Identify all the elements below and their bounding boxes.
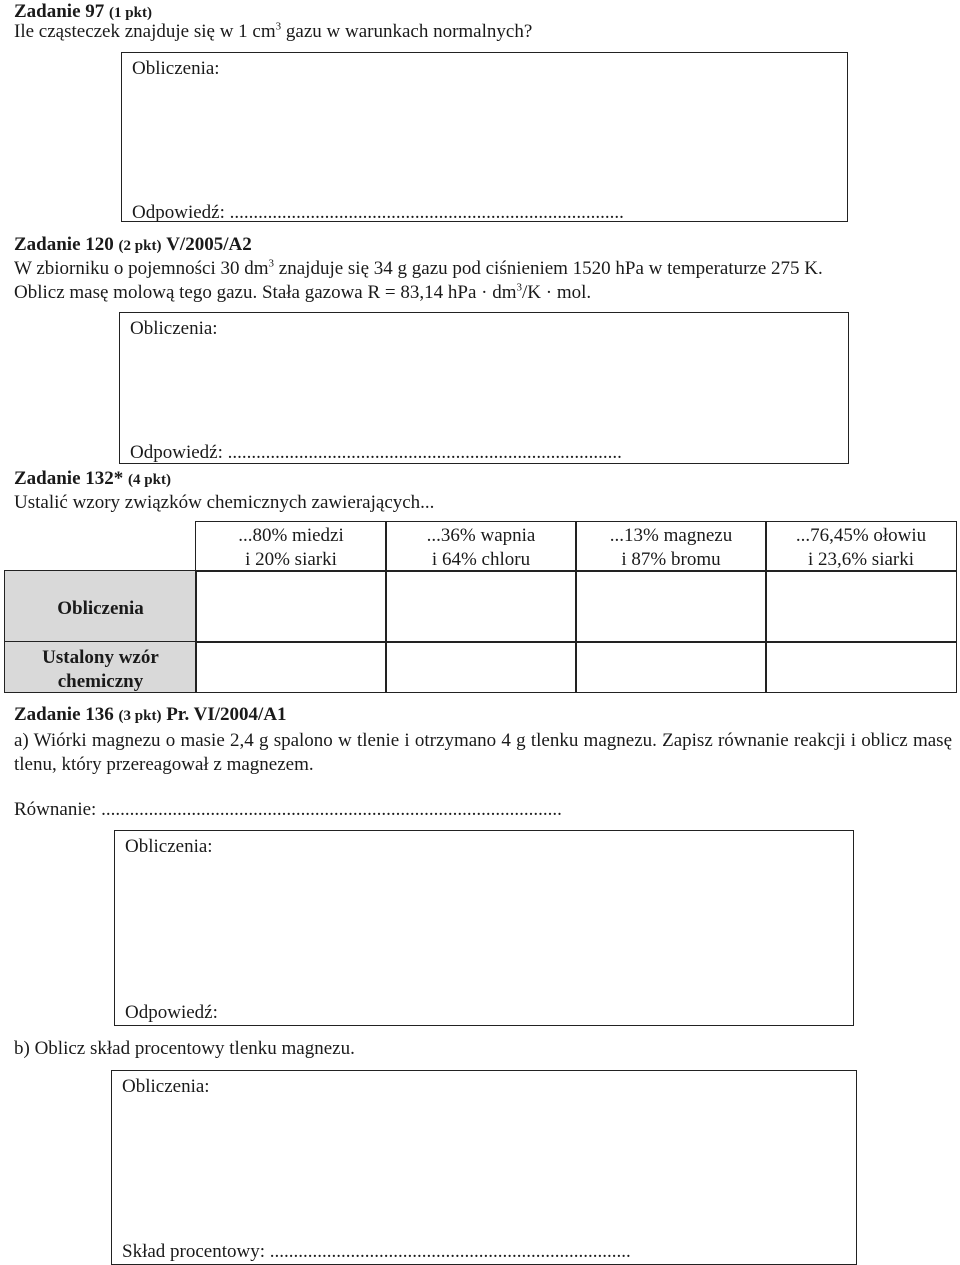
task-136-equation-label[interactable]: Równanie: ................................................................................................. — [14, 799, 562, 820]
task-120-points: (2 pkt) — [118, 238, 162, 254]
task-132-title: Zadanie 132* — [14, 468, 124, 489]
task-132-row-formula-label-cell — [4, 641, 197, 693]
task-120-line-1 — [14, 259, 823, 278]
task-132-formula-cell-1[interactable] — [195, 641, 387, 693]
task-132-instruction: Ustalić wzory związków chemicznych zawierających... — [14, 492, 435, 513]
task-132-header-cell-1 — [195, 521, 387, 572]
task-132-col-2-line-1: ...36% wapnia — [426, 525, 536, 546]
task-136-b-answer-box[interactable] — [111, 1070, 857, 1265]
task-120-line-1-text-end: znajduje się 34 g gazu pod ciśnieniem 1520 hPa w temperaturze 275 K. — [274, 258, 823, 279]
task-120-answer-box[interactable] — [119, 312, 849, 464]
task-97-question-text: Ile cząsteczek znajduje się w 1 cm — [14, 21, 276, 42]
task-132-row-formula-label-1: Ustalony wzór — [42, 647, 159, 668]
task-136-title: Zadanie 136 — [14, 704, 114, 725]
task-97-points: (1 pkt) — [109, 5, 152, 21]
task-132-header-cell-4 — [765, 521, 957, 572]
task-120-title: Zadanie 120 — [14, 234, 114, 255]
task-136-a-answer-label: Odpowiedź: — [125, 1002, 218, 1023]
task-97-question — [14, 22, 532, 41]
task-120-unit-mol: mol. — [556, 282, 592, 303]
task-132-formula-cell-3[interactable] — [575, 641, 767, 693]
task-97-calc-label: Obliczenia: — [132, 58, 220, 79]
task-132-col-3-line-1: ...13% magnezu — [609, 525, 733, 546]
task-97-answer-label: Odpowiedź: ................................................................................... — [132, 202, 624, 223]
task-97-answer-box[interactable] — [121, 52, 848, 222]
task-97-title: Zadanie 97 — [14, 1, 105, 22]
task-132-row-calc-label-cell — [4, 570, 197, 643]
task-136-part-a: a) Wiórki magnezu o masie 2,4 g spalono w tlenie i otrzymano 4 g tlenku magnezu. Zapisz równanie reakcji i oblicz masę tlenu, który przereagował z magnezem. — [14, 730, 952, 775]
task-136-header — [14, 705, 287, 724]
task-132-points: (4 pkt) — [128, 472, 171, 488]
task-120-dot-1: · — [476, 282, 493, 303]
task-132-formula-cell-4[interactable] — [765, 641, 957, 693]
task-120-calc-label: Obliczenia: — [130, 318, 218, 339]
task-120-line-2-sup: 3 — [516, 281, 522, 294]
task-132-col-2-line-2: i 64% chloru — [431, 549, 531, 570]
task-120-unit-k: /K — [521, 282, 541, 303]
task-132-calc-cell-3[interactable] — [575, 570, 767, 643]
task-132-row-formula-label-2: chemiczny — [57, 671, 144, 692]
task-120-answer-label: Odpowiedź: ................................................................................... — [130, 442, 622, 463]
task-97-question-text-end: gazu w warunkach normalnych? — [281, 21, 533, 42]
task-136-a-calc-label: Obliczenia: — [125, 836, 213, 857]
task-132-col-4-line-2: i 23,6% siarki — [807, 549, 915, 570]
task-120-line-1-text: W zbiorniku o pojemności 30 dm — [14, 258, 269, 279]
task-136-a-answer-box[interactable] — [114, 830, 854, 1026]
task-132-header-cell-2 — [385, 521, 577, 572]
task-132-header-cell-3 — [575, 521, 767, 572]
task-132-col-1-line-2: i 20% siarki — [245, 549, 337, 570]
task-120-header — [14, 235, 252, 254]
task-120-line-2-text: Oblicz masę molową tego gazu. Stała gazowa R = 83,14 hPa — [14, 282, 477, 303]
task-136-points: (3 pkt) — [118, 708, 162, 724]
task-136-b-calc-label: Obliczenia: — [122, 1076, 210, 1097]
task-97-question-sup: 3 — [275, 20, 282, 33]
task-132-calc-cell-1[interactable] — [195, 570, 387, 643]
task-136-part-b: b) Oblicz skład procentowy tlenku magnezu. — [14, 1038, 355, 1059]
task-132-col-1-line-1: ...80% miedzi — [238, 525, 344, 546]
task-132-formula-cell-2[interactable] — [385, 641, 577, 693]
task-97-header — [14, 2, 152, 21]
task-132-col-3-line-2: i 87% bromu — [621, 549, 721, 570]
task-132-col-4-line-1: ...76,45% ołowiu — [795, 525, 927, 546]
task-132-calc-cell-4[interactable] — [765, 570, 957, 643]
task-120-source: V/2005/A2 — [166, 234, 252, 255]
task-120-line-2 — [14, 283, 591, 302]
task-132-row-calc-label: Obliczenia — [57, 598, 144, 619]
task-132-header — [14, 469, 171, 488]
task-120-dot-2: · — [540, 282, 557, 303]
task-136-source: Pr. VI/2004/A1 — [166, 704, 287, 725]
task-120-unit-dm: dm — [492, 282, 517, 303]
task-120-line-1-sup: 3 — [268, 257, 275, 270]
task-136-b-composition-label: Skład procentowy: ............................................................................ — [122, 1241, 631, 1262]
task-132-calc-cell-2[interactable] — [385, 570, 577, 643]
